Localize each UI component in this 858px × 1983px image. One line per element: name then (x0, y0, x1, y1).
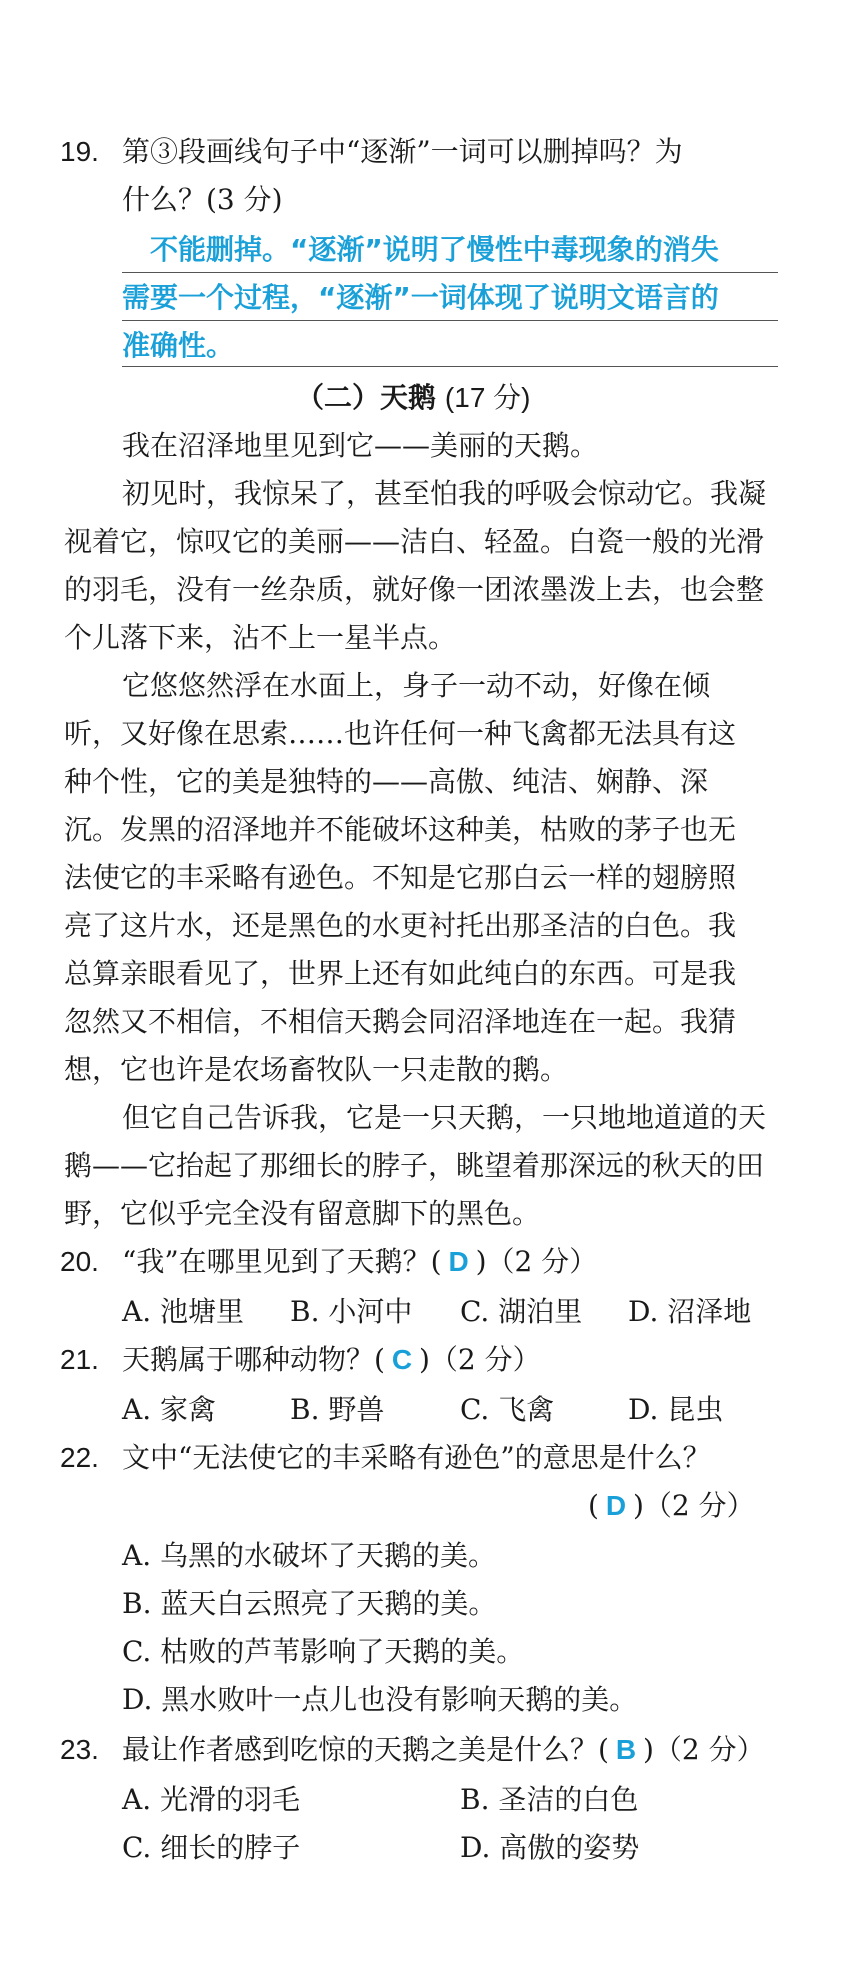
question-21-stem-text: 天鹅属于哪种动物？( (122, 1343, 385, 1376)
question-22-score: )（2 分） (632, 1489, 755, 1522)
question-22-option-b: B. 蓝天白云照亮了天鹅的美。 (122, 1587, 497, 1620)
question-19-answer-line1: 不能删掉。“逐渐”说明了慢性中毒现象的消失 (150, 233, 719, 266)
question-22-option-d: D. 黑水败叶一点儿也没有影响天鹅的美。 (122, 1683, 638, 1716)
question-23-option-b: B. 圣洁的白色 (460, 1783, 639, 1816)
passage-line: 总算亲眼看见了，世界上还有如此纯白的东西。可是我 (64, 957, 737, 990)
passage-line: 鹅——它抬起了那细长的脖子，眺望着那深远的秋天的田 (64, 1149, 765, 1182)
passage-line: 忽然又不相信，不相信天鹅会同沼泽地连在一起。我猜 (64, 1005, 737, 1038)
question-23-stem-text: 最让作者感到吃惊的天鹅之美是什么？( (122, 1733, 609, 1766)
question-19-answer-line2: 需要一个过程，“逐渐”一词体现了说明文语言的 (122, 281, 719, 314)
question-21-score: )（2 分） (418, 1343, 541, 1376)
question-23-option-d: D. 高傲的姿势 (460, 1831, 640, 1864)
passage-line: 但它自己告诉我，它是一只天鹅，一只地地道道的天 (122, 1101, 767, 1134)
question-20-option-b: B. 小河中 (290, 1295, 413, 1328)
section-2-score: (17 分) (444, 382, 531, 413)
question-20-stem-text: “我”在哪里见到了天鹅？( (122, 1245, 442, 1278)
question-19-stem-line1: 第③段画线句子中“逐渐”一词可以删掉吗？为 (122, 135, 683, 168)
question-23-stem (122, 1730, 765, 1770)
question-20-stem (122, 1242, 597, 1282)
passage-line: 野，它似乎完全没有留意脚下的黑色。 (64, 1197, 541, 1230)
passage-line: 沉。发黑的沼泽地并不能破坏这种美，枯败的茅子也无 (64, 813, 737, 846)
question-21-answer: C (391, 1344, 413, 1375)
question-22-answer: D (605, 1490, 627, 1521)
question-23-score: )（2 分） (642, 1733, 765, 1766)
question-23-number: 23. (60, 1734, 99, 1765)
question-21-option-c: C. 飞禽 (460, 1393, 555, 1426)
question-21-number: 21. (60, 1344, 99, 1375)
answer-rule-3 (122, 366, 778, 367)
question-23-option-a: A. 光滑的羽毛 (122, 1783, 301, 1816)
passage-line: 个儿落下来，沾不上一星半点。 (64, 621, 457, 654)
question-23-answer: B (615, 1734, 637, 1765)
answer-rule-2 (122, 320, 778, 321)
question-22-paren: ( (588, 1489, 599, 1522)
question-22-number: 22. (60, 1442, 99, 1473)
passage-line: 它悠悠然浮在水面上，身子一动不动，好像在倾 (122, 669, 711, 702)
passage-line: 亮了这片水，还是黑色的水更衬托出那圣洁的白色。我 (64, 909, 737, 942)
answer-rule-1 (122, 272, 778, 273)
question-22-option-a: A. 乌黑的水破坏了天鹅的美。 (122, 1539, 497, 1572)
question-19-number: 19. (60, 136, 99, 167)
passage-line: 视着它，惊叹它的美丽——洁白、轻盈。白瓷一般的光滑 (64, 525, 765, 558)
passage-line: 听，又好像在思索……也许任何一种飞禽都无法具有这 (64, 717, 737, 750)
question-21-option-b: B. 野兽 (290, 1393, 385, 1426)
question-20-option-a: A. 池塘里 (122, 1295, 245, 1328)
section-2-title (296, 378, 531, 418)
question-22-option-c: C. 枯败的芦苇影响了天鹅的美。 (122, 1635, 525, 1668)
question-21-stem (122, 1340, 541, 1380)
question-19-stem-line2: 什么？(3 分) (122, 183, 283, 216)
question-20-number: 20. (60, 1246, 99, 1277)
passage-line: 想，它也许是农场畜牧队一只走散的鹅。 (64, 1053, 569, 1086)
section-2-label: （二）天鹅 (296, 381, 437, 414)
question-23-option-c: C. 细长的脖子 (122, 1831, 301, 1864)
question-21-option-a: A. 家禽 (122, 1393, 217, 1426)
passage-line: 法使它的丰采略有逊色。不知是它那白云一样的翅膀照 (64, 861, 737, 894)
question-20-answer: D (448, 1246, 469, 1277)
question-21-option-d: D. 昆虫 (628, 1393, 724, 1426)
passage-line: 的羽毛，没有一丝杂质，就好像一团浓墨泼上去，也会整 (64, 573, 765, 606)
question-22-stem: 文中“无法使它的丰采略有逊色”的意思是什么？ (122, 1441, 711, 1474)
question-20-option-d: D. 沼泽地 (628, 1295, 752, 1328)
passage-line: 初见时，我惊呆了，甚至怕我的呼吸会惊动它。我凝 (122, 477, 767, 510)
question-22-answer-line (588, 1486, 755, 1526)
question-20-option-c: C. 湖泊里 (460, 1295, 583, 1328)
question-19-answer-line3: 准确性。 (122, 329, 235, 362)
question-20-score: )（2 分） (475, 1245, 598, 1278)
passage-line: 种个性，它的美是独特的——高傲、纯洁、娴静、深 (64, 765, 709, 798)
passage-line: 我在沼泽地里见到它——美丽的天鹅。 (122, 429, 599, 462)
